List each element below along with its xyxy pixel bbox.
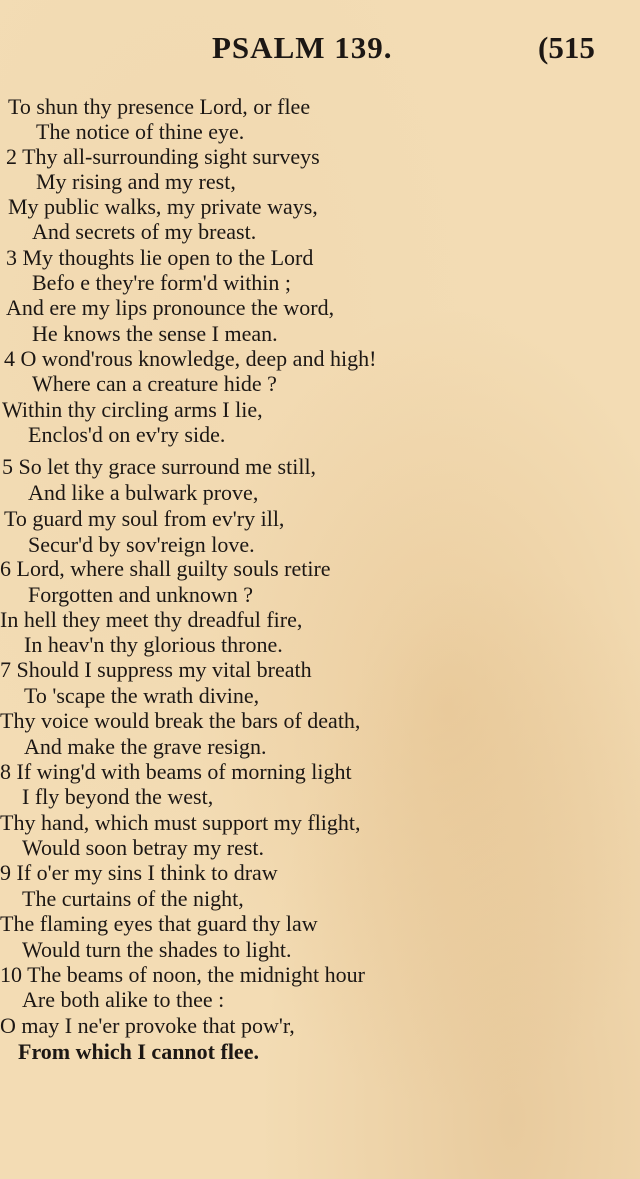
verse-line: Are both alike to thee : bbox=[22, 987, 225, 1012]
verse-line: And like a bulwark prove, bbox=[28, 480, 259, 505]
verse-line: From which I cannot flee. bbox=[18, 1039, 259, 1064]
verse-line: And secrets of my breast. bbox=[32, 219, 257, 244]
verse-line: 10 The beams of noon, the midnight hour bbox=[0, 962, 365, 987]
verse-line: And ere my lips pronounce the word, bbox=[6, 295, 335, 320]
verse-line: 5 So let thy grace surround me still, bbox=[2, 454, 317, 479]
verse-line: 8 If wing'd with beams of morning light bbox=[0, 759, 352, 784]
page-title: PSALM 139. bbox=[212, 30, 393, 65]
verse-line: My public walks, my private ways, bbox=[8, 194, 318, 219]
verse-line: He knows the sense I mean. bbox=[32, 321, 278, 346]
verse-line: And make the grave resign. bbox=[24, 734, 267, 759]
verse-line: 3 My thoughts lie open to the Lord bbox=[6, 245, 314, 270]
verse-line: 9 If o'er my sins I think to draw bbox=[0, 860, 278, 885]
verse-line: Forgotten and unknown ? bbox=[28, 582, 254, 607]
verse-line: Secur'd by sov'reign love. bbox=[28, 532, 255, 557]
verse-line: Where can a creature hide ? bbox=[32, 371, 277, 396]
verse-line: 4 O wond'rous knowledge, deep and high! bbox=[4, 346, 377, 371]
verse-line: 2 Thy all-surrounding sight surveys bbox=[6, 144, 320, 169]
verse-line: To shun thy presence Lord, or flee bbox=[8, 94, 311, 119]
verse-line: The notice of thine eye. bbox=[36, 119, 245, 144]
verse-line: Thy voice would break the bars of death, bbox=[0, 708, 361, 733]
page-number: (515 bbox=[538, 30, 595, 65]
verse-line: Thy hand, which must support my flight, bbox=[0, 810, 361, 835]
verse-line: My rising and my rest, bbox=[36, 169, 236, 194]
verse-line: 6 Lord, where shall guilty souls retire bbox=[0, 556, 331, 581]
verse-line: The flaming eyes that guard thy law bbox=[0, 911, 318, 936]
verse-line: I fly beyond the west, bbox=[22, 784, 214, 809]
verse-line: Befo e they're form'd within ; bbox=[32, 270, 292, 295]
verse-line: Enclos'd on ev'ry side. bbox=[28, 422, 226, 447]
page-header bbox=[0, 26, 640, 76]
verse-line: O may I ne'er provoke that pow'r, bbox=[0, 1013, 295, 1038]
verse-line: To 'scape the wrath divine, bbox=[24, 683, 260, 708]
verse-line: In hell they meet thy dreadful fire, bbox=[0, 607, 303, 632]
verse-line: Would turn the shades to light. bbox=[22, 937, 292, 962]
verse-line: 7 Should I suppress my vital breath bbox=[0, 657, 312, 682]
verse-line: Would soon betray my rest. bbox=[22, 835, 265, 860]
verse-line: The curtains of the night, bbox=[22, 886, 244, 911]
verse-line: To guard my soul from ev'ry ill, bbox=[4, 506, 285, 531]
verse-line: Within thy circling arms I lie, bbox=[2, 397, 263, 422]
verse-line: In heav'n thy glorious throne. bbox=[24, 632, 283, 657]
